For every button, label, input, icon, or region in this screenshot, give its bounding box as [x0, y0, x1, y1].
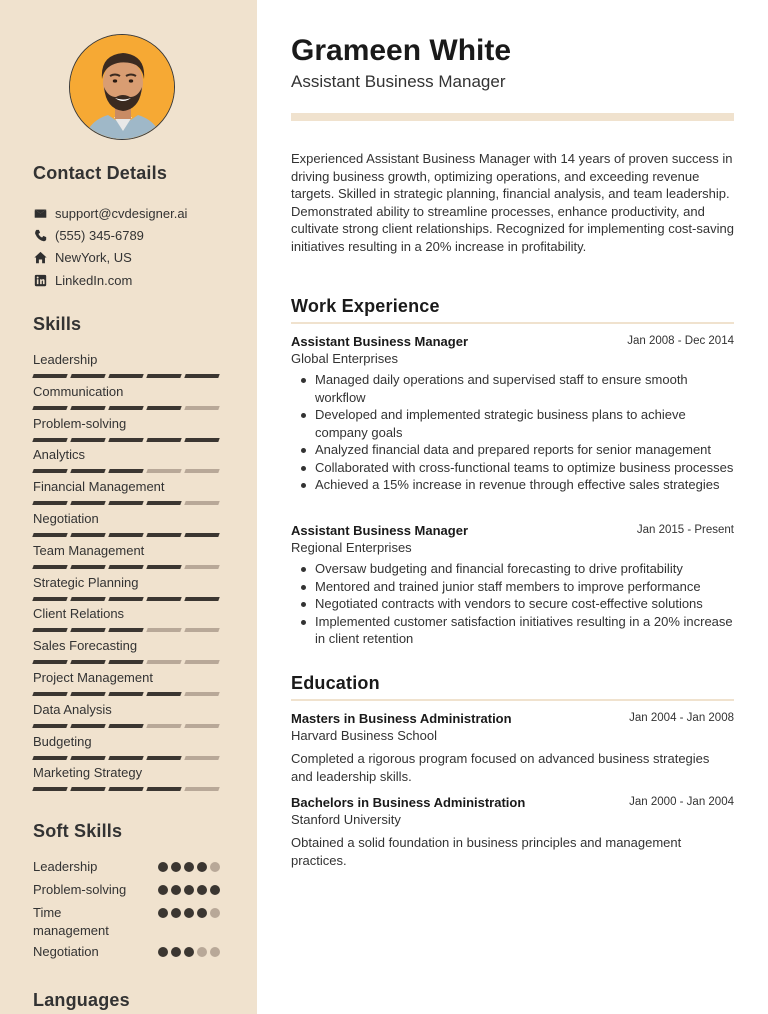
skill-level-bar: [33, 565, 233, 569]
contact-email[interactable]: [33, 204, 187, 222]
skill-name: Budgeting: [33, 733, 92, 749]
header-divider: [291, 113, 734, 121]
skill-level-bar: [33, 787, 233, 791]
school-name: Stanford University: [291, 812, 401, 827]
education-dates: Jan 2004 - Jan 2008: [629, 712, 734, 724]
rating-dot: [184, 885, 194, 895]
rating-dot: [184, 862, 194, 872]
skill-name: Sales Forecasting: [33, 638, 138, 654]
soft-skill-item: [33, 881, 223, 899]
skill-level-segment: [32, 374, 67, 378]
candidate-name: Grameen White: [291, 34, 512, 67]
skill-level-segment: [70, 501, 105, 505]
skill-level-segment: [146, 501, 181, 505]
email-text: support@cvdesigner.ai: [55, 205, 188, 221]
skill-level-segment: [108, 374, 143, 378]
degree-title: Masters in Business Administration: [291, 711, 512, 726]
skill-level-segment: [108, 565, 143, 569]
skill-name: Strategic Planning: [33, 574, 139, 590]
job-bullet: Mentored and trained junior staff members to improve performance: [291, 578, 734, 596]
education-heading: Education: [291, 673, 380, 693]
soft-skill-name: Negotiation: [33, 944, 99, 959]
rating-dot: [210, 862, 220, 872]
job-bullets: [291, 371, 734, 494]
skill-level-segment: [184, 533, 219, 537]
skill-item: [33, 447, 233, 473]
skill-level-segment: [32, 533, 67, 537]
location-text: NewYork, US: [55, 249, 132, 265]
rating-dot: [197, 908, 207, 918]
languages-heading: Languages: [33, 990, 130, 1010]
skill-name: Analytics: [33, 447, 86, 463]
skill-level-segment: [146, 660, 181, 664]
phone-icon: [33, 228, 47, 242]
soft-skill-name: Leadership: [33, 859, 98, 874]
skill-level-bar: [33, 374, 233, 378]
skill-name: Client Relations: [33, 606, 125, 622]
skill-level-segment: [108, 787, 143, 791]
skill-name: Negotiation: [33, 511, 99, 526]
skill-item: [33, 416, 233, 442]
skill-level-segment: [108, 660, 143, 664]
skill-name: Leadership: [33, 352, 98, 367]
skill-level-segment: [146, 597, 181, 601]
skill-level-bar: [33, 628, 233, 632]
rating-dot: [197, 862, 207, 872]
skill-level-segment: [108, 628, 143, 632]
job-bullet: Managed daily operations and supervised staff to ensure smooth workflow: [291, 371, 734, 406]
skill-level-segment: [108, 756, 143, 760]
skill-level-segment: [184, 501, 219, 505]
skill-level-segment: [146, 628, 181, 632]
linkedin-icon: [33, 273, 47, 287]
skill-level-segment: [70, 597, 105, 601]
skill-level-segment: [32, 438, 67, 442]
rating-dot: [158, 908, 168, 918]
soft-skill-item: [33, 904, 223, 940]
skill-level-segment: [184, 469, 219, 473]
skill-level-segment: [146, 787, 181, 791]
contact-location: [33, 248, 132, 266]
skill-name: Problem-solving: [33, 415, 127, 431]
soft-skill-name: Time management: [33, 905, 109, 938]
skill-level-bar: [33, 756, 233, 760]
skill-item: [33, 765, 233, 791]
skill-level-segment: [108, 597, 143, 601]
experience-heading: Work Experience: [291, 296, 440, 316]
skill-item: [33, 543, 233, 569]
skill-item: [33, 511, 233, 537]
skill-level-segment: [108, 724, 143, 728]
skill-level-segment: [70, 469, 105, 473]
school-name: Harvard Business School: [291, 728, 437, 743]
skill-level-bar: [33, 660, 233, 664]
skill-item: [33, 670, 233, 696]
skill-level-segment: [70, 438, 105, 442]
skill-level-segment: [32, 724, 67, 728]
skill-level-segment: [146, 565, 181, 569]
skill-level-bar: [33, 597, 233, 601]
skill-level-segment: [108, 438, 143, 442]
skill-level-segment: [184, 597, 219, 601]
soft-skills-heading: Soft Skills: [33, 821, 123, 841]
skill-level-segment: [32, 597, 67, 601]
job-bullets: [291, 560, 734, 648]
envelope-icon: [33, 206, 47, 220]
skill-level-segment: [108, 533, 143, 537]
skill-item: [33, 479, 233, 505]
skill-level-segment: [184, 438, 219, 442]
skill-item: [33, 606, 233, 632]
skill-level-segment: [184, 660, 219, 664]
contact-phone[interactable]: [33, 226, 144, 244]
skill-name: Communication: [33, 383, 124, 399]
skill-name: Marketing Strategy: [33, 765, 143, 781]
skill-level-bar: [33, 692, 233, 696]
degree-title: Bachelors in Business Administration: [291, 795, 526, 810]
skill-level-segment: [184, 628, 219, 632]
skill-level-segment: [32, 756, 67, 760]
job-bullet: Developed and implemented strategic business plans to achieve company goals: [291, 406, 734, 441]
rating-dot: [158, 885, 168, 895]
skill-level-segment: [32, 692, 67, 696]
soft-skill-rating: [158, 908, 223, 918]
rating-dot: [197, 947, 207, 957]
skill-level-segment: [32, 501, 67, 505]
skill-level-segment: [108, 469, 143, 473]
candidate-title: Assistant Business Manager: [291, 72, 506, 91]
education-dates: Jan 2000 - Jan 2004: [629, 796, 734, 808]
skill-level-bar: [33, 469, 233, 473]
skill-level-bar: [33, 533, 233, 537]
education-entry: [291, 710, 734, 785]
skill-item: [33, 575, 233, 601]
home-icon: [33, 250, 47, 264]
sidebar: [0, 0, 257, 1014]
phone-text: (555) 345-6789: [55, 227, 144, 243]
skill-level-segment: [32, 469, 67, 473]
skill-level-bar: [33, 406, 233, 410]
skill-level-segment: [70, 565, 105, 569]
rating-dot: [184, 947, 194, 957]
job-entry: [291, 522, 734, 648]
skill-name: Financial Management: [33, 479, 165, 495]
skill-level-segment: [32, 660, 67, 664]
job-bullet: Achieved a 15% increase in revenue through effective sales strategies: [291, 476, 734, 494]
skill-level-segment: [146, 438, 181, 442]
skill-level-bar: [33, 438, 233, 442]
job-bullet: Negotiated contracts with vendors to secure cost-effective solutions: [291, 595, 734, 613]
soft-skill-rating: [158, 885, 223, 895]
skill-level-segment: [70, 660, 105, 664]
skill-level-segment: [70, 406, 105, 410]
education-entry: [291, 794, 734, 869]
skill-level-segment: [146, 469, 181, 473]
skill-level-segment: [70, 756, 105, 760]
rating-dot: [210, 947, 220, 957]
skill-level-segment: [70, 628, 105, 632]
skill-level-segment: [70, 374, 105, 378]
avatar: [69, 34, 175, 140]
skill-level-segment: [108, 501, 143, 505]
rating-dot: [171, 908, 181, 918]
skill-level-segment: [146, 692, 181, 696]
skill-level-segment: [146, 406, 181, 410]
skill-name: Team Management: [33, 542, 145, 558]
rating-dot: [184, 908, 194, 918]
skill-level-segment: [32, 406, 67, 410]
skill-item: [33, 352, 233, 378]
rating-dot: [158, 947, 168, 957]
job-dates: Jan 2015 - Present: [636, 524, 734, 536]
skill-level-segment: [184, 756, 219, 760]
job-company: Global Enterprises: [291, 351, 398, 366]
rating-dot: [171, 885, 181, 895]
linkedin-text: LinkedIn.com: [55, 272, 133, 288]
education-divider: [291, 699, 734, 701]
skill-level-segment: [184, 565, 219, 569]
summary-text: Experienced Assistant Business Manager with 14 years of proven success in driving business growth, optimizing operations, and exceeding revenue targets. Skilled in strategic planning, financial analysis, and team leadership. Demonstrated ability to streamline processes, enhance productivity, and cultivate strong client relationships. Recognized for implementing cost-saving initiatives resulting in a 20% increase in profitability.: [291, 151, 734, 254]
skill-item: [33, 702, 233, 728]
job-title: Assistant Business Manager: [291, 523, 469, 538]
rating-dot: [158, 862, 168, 872]
skill-level-bar: [33, 724, 233, 728]
skill-level-segment: [146, 374, 181, 378]
skill-level-segment: [146, 756, 181, 760]
skill-level-segment: [108, 406, 143, 410]
skill-level-segment: [70, 787, 105, 791]
soft-skill-rating: [158, 947, 223, 957]
job-bullet: Oversaw budgeting and financial forecasting to drive profitability: [291, 560, 734, 578]
skill-level-segment: [184, 692, 219, 696]
skill-level-segment: [70, 724, 105, 728]
job-bullet: Implemented customer satisfaction initiatives resulting in a 20% increase in client retention: [291, 613, 734, 648]
skill-level-bar: [33, 501, 233, 505]
education-description: Completed a rigorous program focused on advanced business strategies and leadership skills.: [291, 751, 710, 784]
skill-level-segment: [146, 533, 181, 537]
soft-skill-name: Problem-solving: [33, 882, 127, 897]
skill-item: [33, 384, 233, 410]
education-description: Obtained a solid foundation in business principles and management practices.: [291, 835, 682, 868]
soft-skill-item: [33, 943, 223, 961]
skill-level-segment: [108, 692, 143, 696]
soft-skill-item: [33, 858, 223, 876]
rating-dot: [210, 885, 220, 895]
rating-dot: [171, 862, 181, 872]
skill-level-segment: [184, 787, 219, 791]
soft-skill-rating: [158, 862, 223, 872]
profile-photo: [70, 35, 175, 140]
job-entry: [291, 333, 734, 494]
contact-heading: Contact Details: [33, 163, 168, 183]
job-bullet: Analyzed financial data and prepared reports for senior management: [291, 441, 734, 459]
skill-level-segment: [32, 565, 67, 569]
skills-heading: Skills: [33, 314, 82, 334]
job-dates: Jan 2008 - Dec 2014: [627, 335, 734, 347]
skill-level-segment: [184, 724, 219, 728]
skill-level-segment: [146, 724, 181, 728]
skill-item: [33, 734, 233, 760]
skill-level-segment: [184, 406, 219, 410]
skill-name: Project Management: [33, 670, 153, 685]
skill-item: [33, 638, 233, 664]
job-title: Assistant Business Manager: [291, 334, 469, 349]
job-bullet: Collaborated with cross-functional teams to optimize business processes: [291, 459, 734, 477]
skill-level-segment: [32, 628, 67, 632]
skill-level-segment: [32, 787, 67, 791]
skill-level-segment: [70, 692, 105, 696]
rating-dot: [197, 885, 207, 895]
skill-level-segment: [70, 533, 105, 537]
job-company: Regional Enterprises: [291, 540, 412, 555]
rating-dot: [210, 908, 220, 918]
skill-level-segment: [184, 374, 219, 378]
contact-linkedin[interactable]: [33, 271, 132, 289]
skill-name: Data Analysis: [33, 701, 112, 717]
rating-dot: [171, 947, 181, 957]
experience-divider: [291, 322, 734, 324]
